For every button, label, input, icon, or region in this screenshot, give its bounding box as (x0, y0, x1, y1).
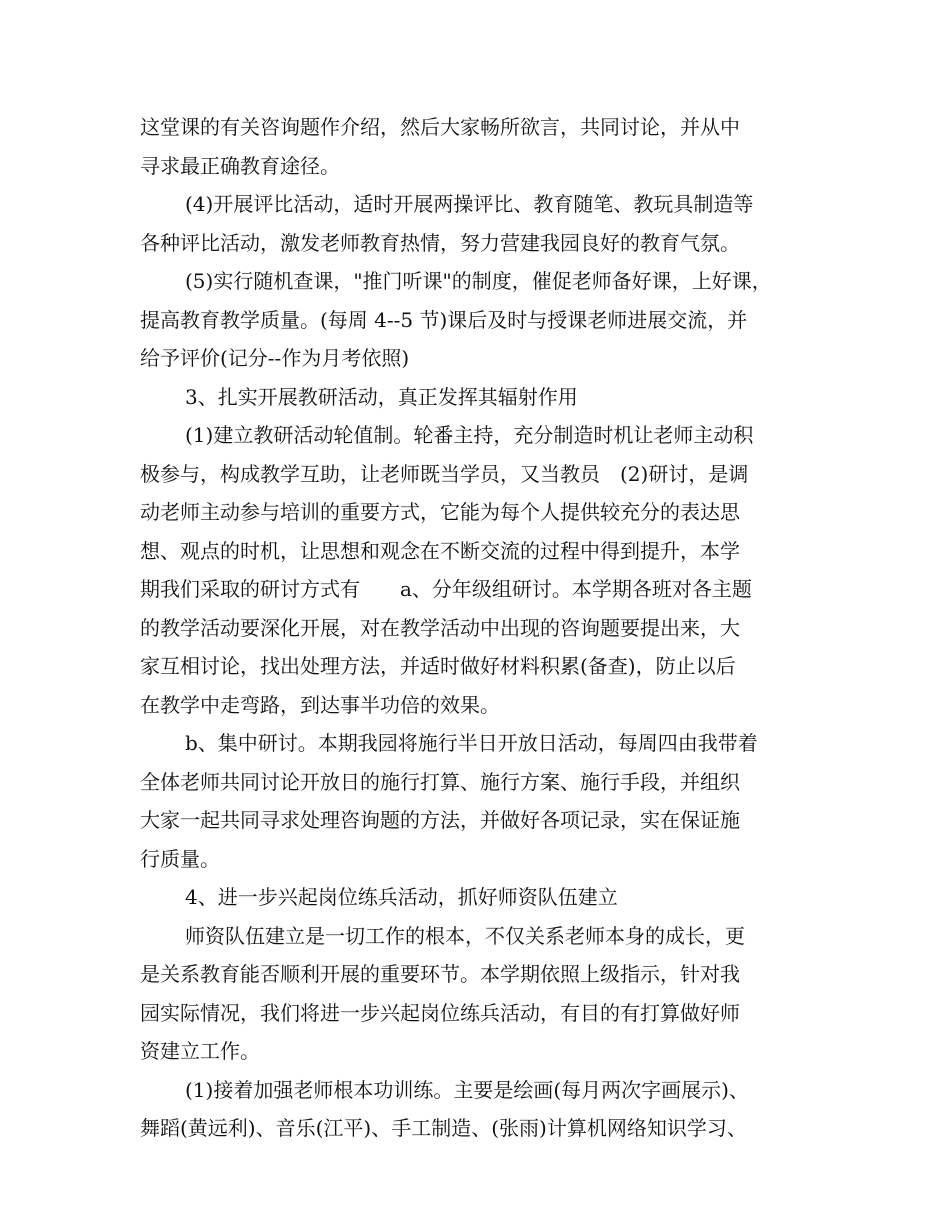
text-line: 园实际情况，我们将进一步兴起岗位练兵活动，有目的有打算做好师 (140, 1000, 740, 1025)
text-line: (1)接着加强老师根本功训练。主要是绘画(每月两次字画展示)、 (185, 1077, 749, 1102)
text-line: (5)实行随机查课，"推门听课"的制度，催促老师备好课，上好课， (185, 269, 772, 293)
text-line: (4)开展评比活动，适时开展两操评比、教育随笔、教玩具制造等 (185, 192, 754, 216)
section-heading: 3、扎实开展教研活动，真正发挥其辐射作用 (185, 384, 578, 409)
text-line: 各种评比活动，激发老师教育热情，努力营建我园良好的教育气氛。 (140, 230, 740, 255)
text-line: 家互相讨论，找出处理方法，并适时做好材料积累(备查)，防止以后 (140, 654, 736, 678)
text-line: 给予评价(记分--作为月考依照) (140, 346, 410, 370)
text-line: 的教学活动要深化开展，对在教学活动中出现的咨询题要提出来，大 (140, 615, 740, 640)
text-line: 资建立工作。 (140, 1039, 260, 1063)
text-line: b、集中研讨。本期我园将施行半日开放日活动，每周四由我带着 (185, 731, 758, 755)
text-line: 寻求最正确教育途径。 (140, 153, 340, 178)
text-line: 行质量。 (140, 846, 220, 871)
document-body (140, 108, 830, 1148)
text-line: 提高教育教学质量。(每周 4--5 节)课后及时与授课老师进展交流，并 (140, 307, 748, 332)
text-line: 期我们采取的研讨方式有 a、分年级组研讨。本学期各班对各主题 (140, 577, 752, 601)
text-line: 舞蹈(黄远利)、音乐(江平)、手工制造、(张雨)计算机网络知识学习、 (140, 1116, 747, 1140)
text-line: 想、观点的时机，让思想和观念在不断交流的过程中得到提升，本学 (140, 538, 740, 563)
text-line: 大家一起共同寻求处理咨询题的方法，并做好各项记录，实在保证施 (140, 808, 740, 832)
text-line: 全体老师共同讨论开放日的施行打算、施行方案、施行手段，并组织 (140, 769, 740, 794)
text-line: 极参与，构成教学互助，让老师既当学员，又当教员 (2)研讨，是调 (140, 461, 749, 486)
text-line: 在教学中走弯路，到达事半功倍的效果。 (140, 692, 500, 717)
text-line: 是关系教育能否顺利开展的重要环节。本学期依照上级指示，针对我 (140, 962, 740, 986)
text-line: 这堂课的有关咨询题作介绍，然后大家畅所欲言，共同讨论，并从中 (140, 115, 740, 139)
section-heading: 4、进一步兴起岗位练兵活动，抓好师资队伍建立 (185, 885, 618, 909)
text-line: (1)建立教研活动轮值制。轮番主持，充分制造时机让老师主动积 (185, 423, 754, 447)
text-line: 师资队伍建立是一切工作的根本，不仅关系老师本身的成长，更 (185, 923, 745, 948)
text-line: 动老师主动参与培训的重要方式，它能为每个人提供较充分的表达思 (140, 500, 740, 524)
